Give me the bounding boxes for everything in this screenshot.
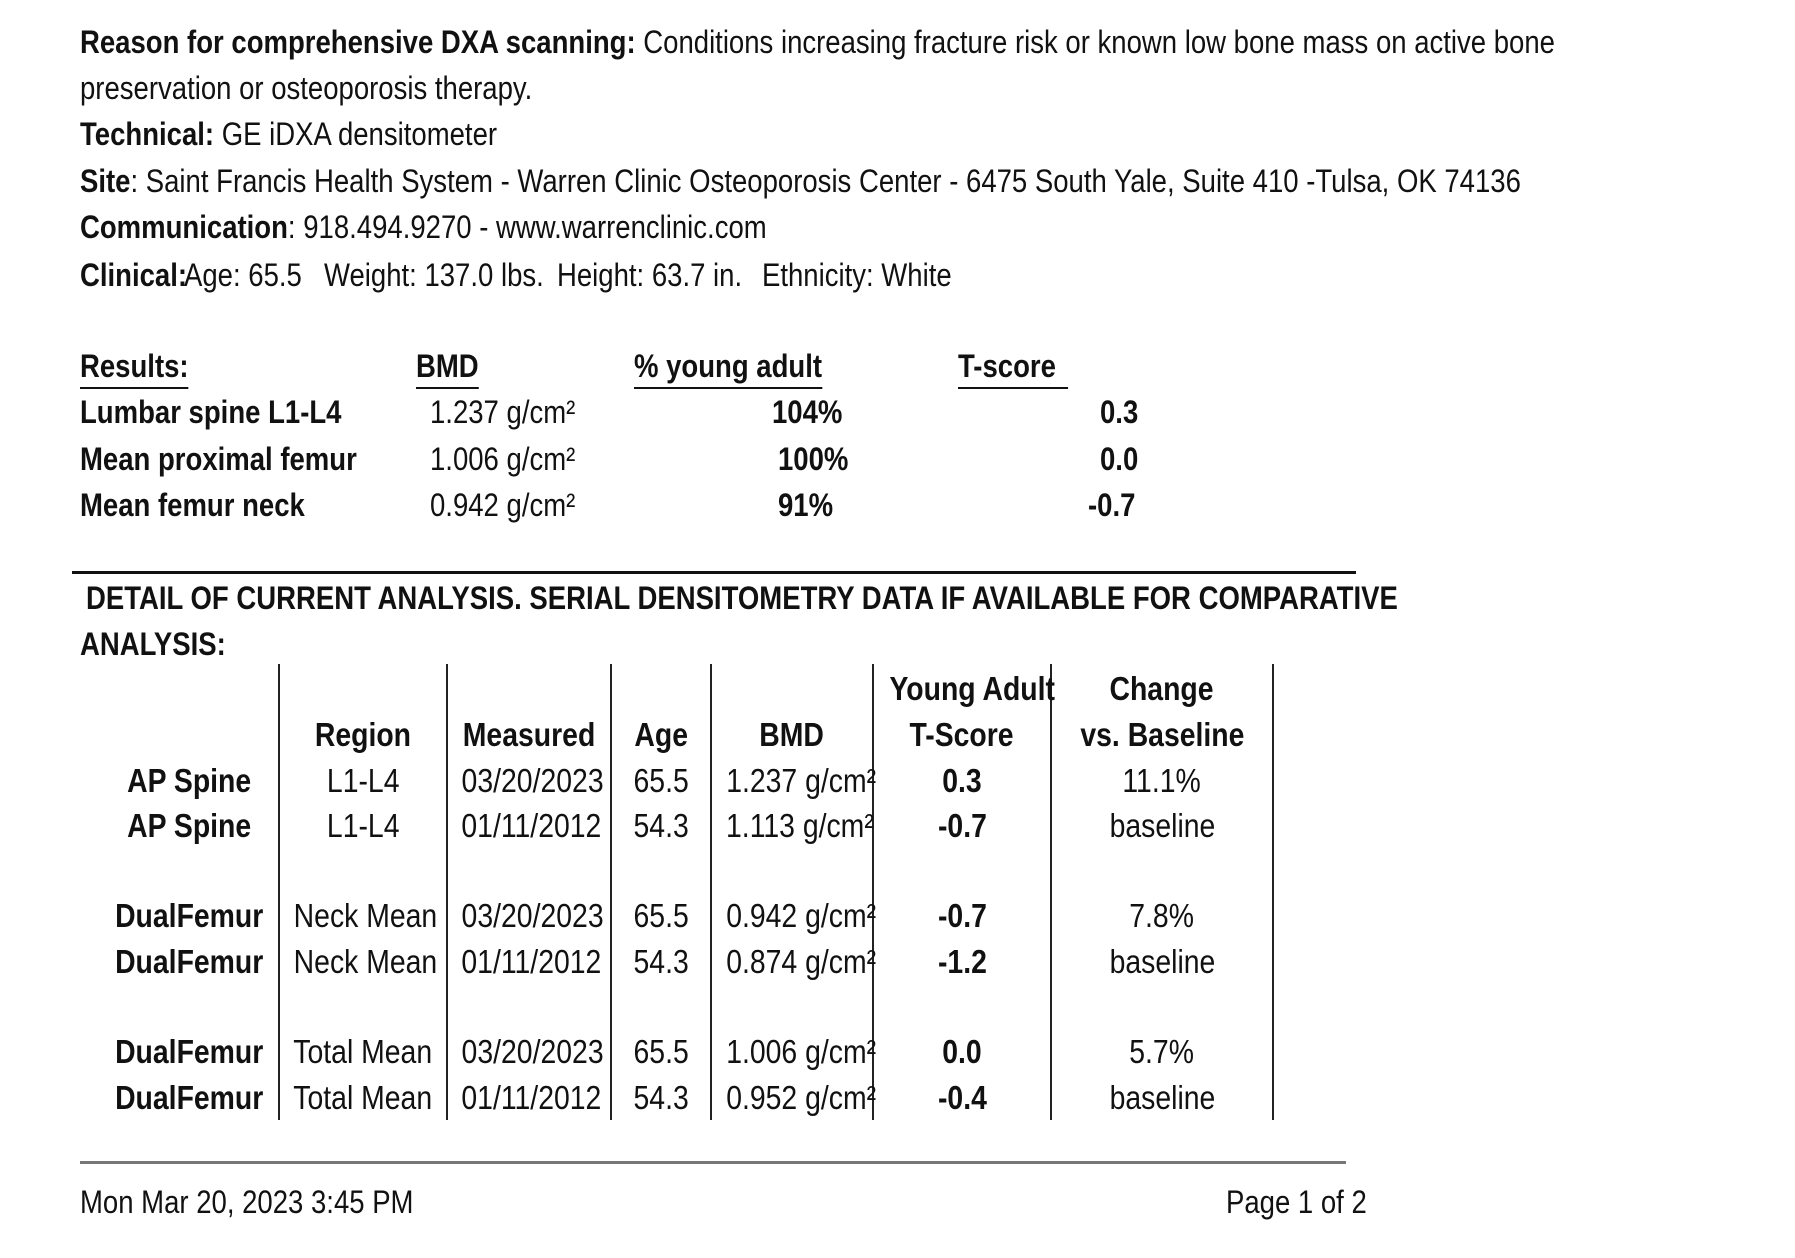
young-adult-header: % young adult [634,348,822,389]
results-pct: 100% [778,441,849,477]
bmd-header: BMD [416,348,479,389]
row-site: DualFemur [114,1033,264,1070]
row-measured: 01/11/2012 [461,943,602,980]
technical-label: Technical: [80,116,215,152]
col-header-tscore: Young Adult [889,670,1055,707]
row-age: 65.5 [633,762,689,799]
row-change: baseline [1109,807,1215,844]
communication-line [80,205,878,249]
col-header-age: Age [634,716,688,753]
results-site: Mean proximal femur [80,441,357,477]
reason-line-2 [80,66,606,110]
row-measured: 01/11/2012 [461,1079,602,1116]
reason-text: Conditions increasing fracture risk or known low bone mass on active bone [635,24,1555,60]
row-site: DualFemur [114,943,264,980]
results-pct: 104% [772,394,843,430]
table-column-rule [610,664,612,1120]
clinical-age: Age: 65.5 [184,257,302,293]
row-tscore: -1.2 [937,943,987,980]
clinical-height: Height: 63.7 in. [557,257,743,293]
results-site: Mean femur neck [80,487,305,523]
row-site: DualFemur [114,897,264,934]
row-region: L1-L4 [326,807,400,844]
results-bmd: 0.942 g/cm² [430,487,576,523]
row-change: baseline [1109,1079,1215,1116]
clinical-label: Clinical: [80,257,188,293]
row-age: 54.3 [633,807,689,844]
row-site: AP Spine [126,807,252,844]
row-bmd: 1.006 g/cm² [726,1033,877,1070]
results-bmd: 1.237 g/cm² [430,394,576,430]
row-site: AP Spine [126,762,252,799]
site-line [80,159,1755,203]
row-tscore: -0.7 [937,807,987,844]
row-measured: 03/20/2023 [461,897,604,934]
row-region: Neck Mean [293,897,438,934]
tscore-header: T-score [958,348,1068,389]
row-age: 65.5 [633,897,689,934]
row-age: 54.3 [633,943,689,980]
row-age: 65.5 [633,1033,689,1070]
results-pct: 91% [778,487,834,523]
row-bmd: 1.237 g/cm² [726,762,877,799]
clinical-ethnicity: Ethnicity: White [762,257,952,293]
technical-text: GE iDXA densitometer [214,116,498,152]
detail-title-2: ANALYSIS: [80,626,226,662]
footer-datetime: Mon Mar 20, 2023 3:45 PM [80,1184,414,1220]
row-region: Neck Mean [293,943,438,980]
site-label: Site [80,163,131,199]
results-header: Results: [80,348,189,389]
clinical-weight: Weight: 137.0 lbs. [324,257,544,293]
col-header-change: Change [1109,670,1215,707]
footer-divider [80,1161,1346,1164]
technical-line [80,112,565,156]
row-bmd: 0.874 g/cm² [726,943,877,980]
table-column-rule [1050,664,1052,1120]
row-measured: 03/20/2023 [461,762,604,799]
row-change: 5.7% [1129,1033,1195,1070]
col-header-bmd: BMD [759,716,825,753]
row-region: L1-L4 [326,762,400,799]
results-bmd: 1.006 g/cm² [430,441,576,477]
detail-title: DETAIL OF CURRENT ANALYSIS. SERIAL DENSITOMETRY DATA IF AVAILABLE FOR COMPARATIVE [86,580,1398,616]
row-bmd: 0.942 g/cm² [726,897,877,934]
row-age: 54.3 [633,1079,689,1116]
communication-text: : 918.494.9270 - www.warrenclinic.com [287,209,767,245]
row-region: Total Mean [293,1079,433,1116]
communication-label: Communication [80,209,288,245]
col-header-tscore-2: T-Score [909,716,1015,753]
row-tscore: -0.4 [937,1079,987,1116]
results-site: Lumbar spine L1-L4 [80,394,342,430]
results-summary [80,344,1180,534]
site-text: : Saint Francis Health System - Warren Clinic Osteoporosis Center - 6475 South Yale, Suite 410 -Tulsa, OK 74136 [130,163,1521,199]
row-tscore: 0.0 [942,1033,982,1070]
results-tscore: 0.3 [1100,394,1139,430]
row-measured: 01/11/2012 [461,807,602,844]
row-bmd: 0.952 g/cm² [726,1079,877,1116]
page-number: Page 1 of 2 [1226,1184,1367,1220]
row-change: baseline [1109,943,1215,980]
reason-text-2: preservation or osteoporosis therapy. [80,70,533,106]
row-tscore: 0.3 [942,762,982,799]
reason-line [80,20,1795,64]
section-divider [72,571,1356,574]
row-site: DualFemur [114,1079,264,1116]
row-change: 7.8% [1129,897,1195,934]
row-region: Total Mean [293,1033,433,1070]
results-tscore: -0.7 [1088,487,1136,523]
reason-label: Reason for comprehensive DXA scanning: [80,24,636,60]
row-bmd: 1.113 g/cm² [726,807,874,844]
row-tscore: -0.7 [937,897,987,934]
table-column-rule [1272,664,1274,1120]
col-header-measured: Measured [462,716,596,753]
col-header-region: Region [314,716,412,753]
col-header-change-2: vs. Baseline [1079,716,1245,753]
table-column-rule [278,664,280,1120]
table-column-rule [710,664,712,1120]
row-change: 11.1% [1122,762,1202,799]
results-tscore: 0.0 [1100,441,1139,477]
row-measured: 03/20/2023 [461,1033,604,1070]
table-column-rule [446,664,448,1120]
